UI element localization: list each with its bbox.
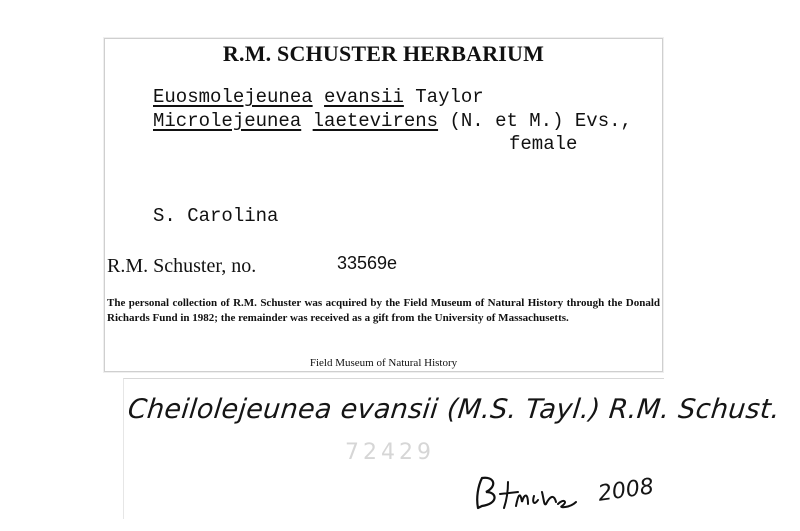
label-footer: Field Museum of Natural History bbox=[309, 357, 458, 369]
author-2: (N. et M.) Evs., bbox=[438, 110, 632, 132]
signature bbox=[472, 472, 582, 514]
sex-note: female bbox=[509, 133, 578, 155]
provenance-note: The personal collection of R.M. Schuster was acquired by the Field Museum of Natural History through the Donald Richards Fund in 1982; the remainder was received as a gift from the University of Massachusetts. bbox=[107, 297, 660, 324]
genus-2: Microlejeunea bbox=[153, 110, 302, 132]
epithet-1: evansii bbox=[324, 86, 404, 108]
signature-stroke-name bbox=[500, 482, 576, 508]
faint-bleedthrough-text: 72429 bbox=[345, 440, 435, 465]
collector: R.M. Schuster, no. bbox=[107, 255, 257, 277]
signature-stroke-b bbox=[477, 478, 494, 508]
species-line-1 bbox=[153, 86, 484, 108]
collection-number: 33569e bbox=[337, 253, 398, 273]
annotation-year: 2008 bbox=[596, 474, 656, 507]
genus-1: Euosmolejeunea bbox=[153, 86, 313, 108]
locality: S. Carolina bbox=[153, 205, 279, 227]
herbarium-label bbox=[104, 38, 663, 372]
label-title: R.M. SCHUSTER HERBARIUM bbox=[222, 41, 545, 66]
author-1: Taylor bbox=[403, 86, 484, 108]
epithet-2: laetevirens bbox=[312, 110, 439, 132]
determination-text: Cheilolejeunea evansii (M.S. Tayl.) R.M. Schust. bbox=[126, 394, 782, 425]
species-line-2 bbox=[153, 110, 632, 132]
